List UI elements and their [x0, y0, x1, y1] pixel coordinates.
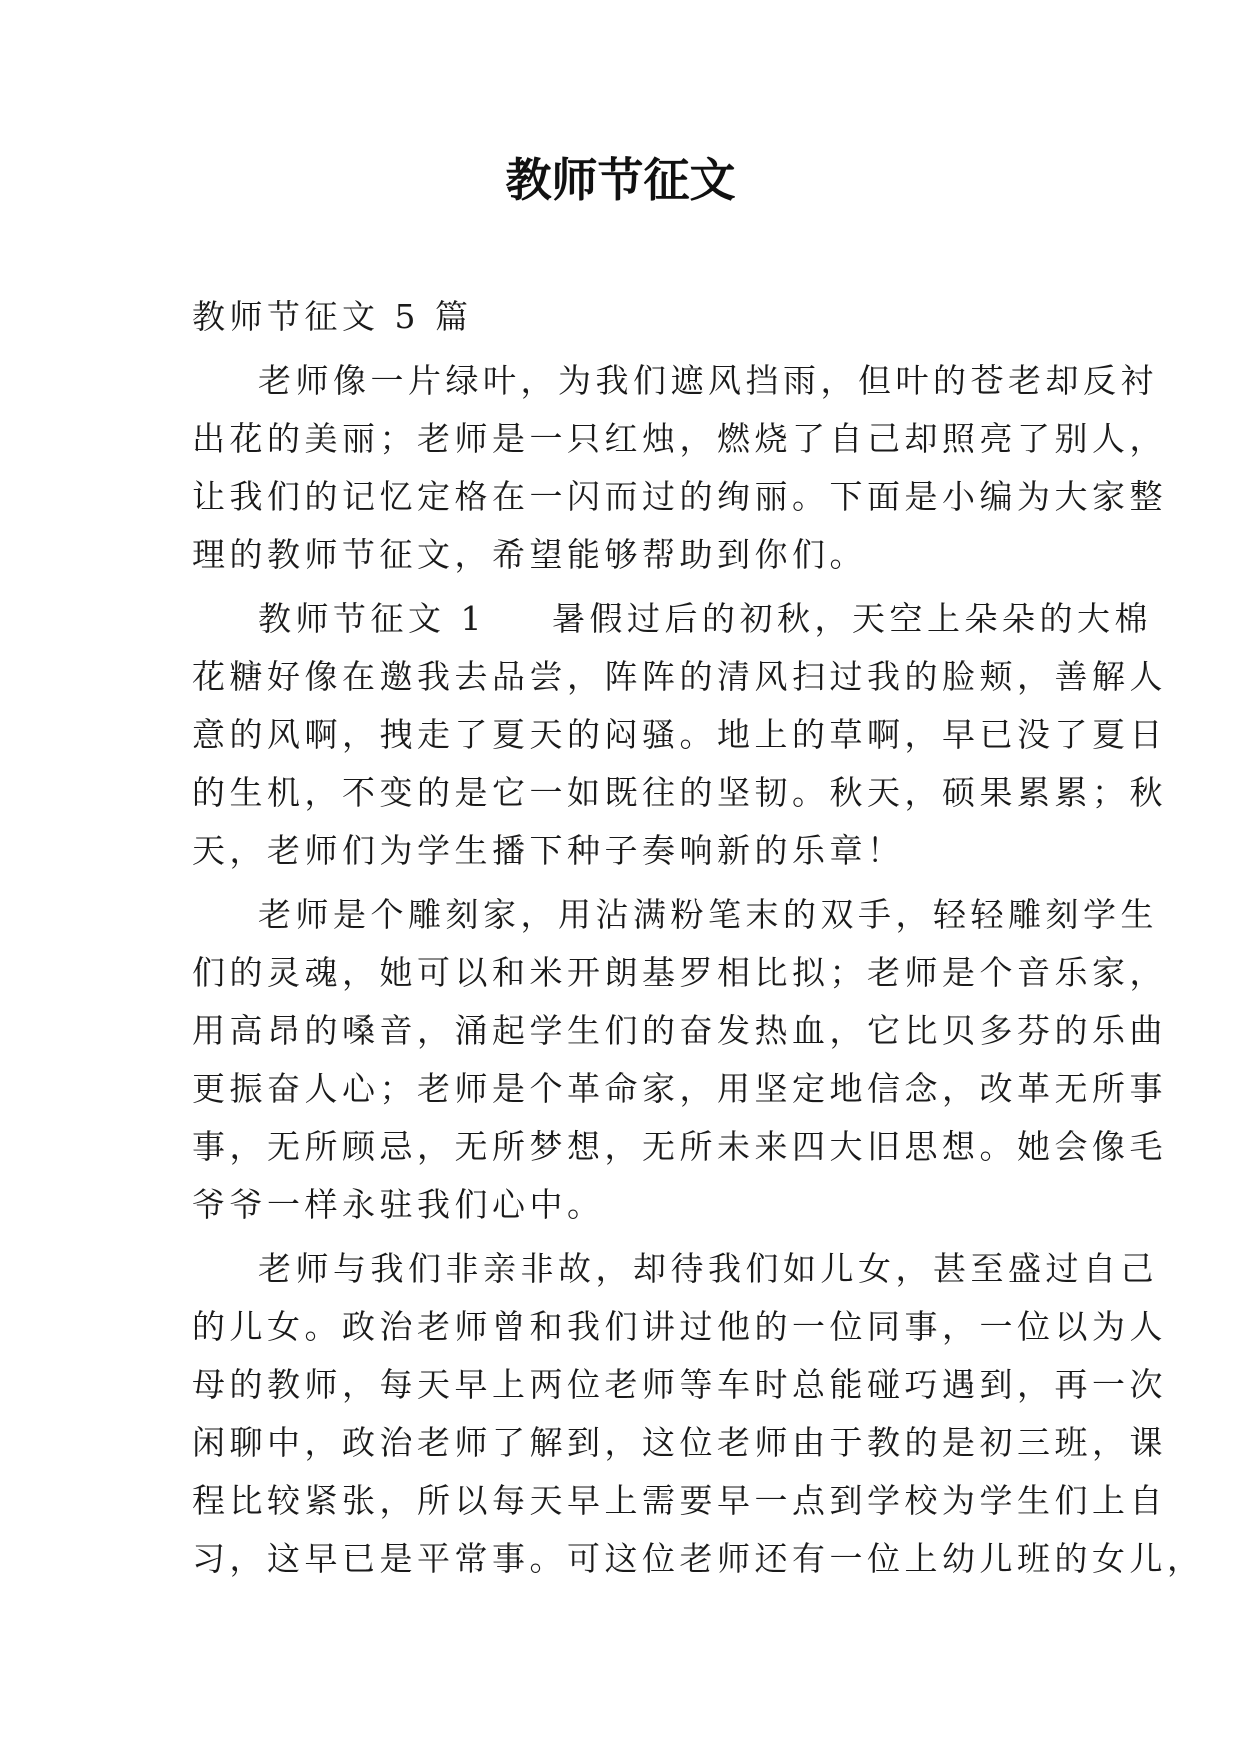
paragraph-4-line: 闲聊中，政治老师了解到，这位老师由于教的是初三班，课	[192, 1423, 1167, 1462]
paragraph-4-line: 母的教师，每天早上两位老师等车时总能碰巧遇到，再一次	[192, 1365, 1167, 1404]
paragraph-2-line: 花糖好像在邀我去品尝，阵阵的清风扫过我的脸颊，善解人	[192, 657, 1167, 696]
paragraph-1-line: 理的教师节征文，希望能够帮助到你们。	[192, 535, 867, 574]
section-heading-1: 教师节征文 1	[258, 599, 486, 638]
paragraph-3-line: 爷爷一样永驻我们心中。	[192, 1185, 605, 1224]
paragraph-2-line: 的生机，不变的是它一如既往的坚韧。秋天，硕果累累；秋	[192, 773, 1167, 812]
paragraph-3-line: 更振奋人心；老师是个革命家，用坚定地信念，改革无所事	[192, 1069, 1167, 1108]
paragraph-3-line: 用高昂的嗓音，涌起学生们的奋发热血，它比贝多芬的乐曲	[192, 1011, 1167, 1050]
document-title: 教师节征文	[505, 153, 736, 207]
paragraph-2-line: 暑假过后的初秋，天空上朵朵的大棉	[552, 599, 1152, 638]
paragraph-1-line: 让我们的记忆定格在一闪而过的绚丽。下面是小编为大家整	[192, 477, 1167, 516]
paragraph-4-line: 习，这早已是平常事。可这位老师还有一位上幼儿班的女儿，	[192, 1539, 1205, 1578]
paragraph-1-line: 老师像一片绿叶，为我们遮风挡雨，但叶的苍老却反衬	[258, 361, 1158, 400]
paragraph-3-line: 们的灵魂，她可以和米开朗基罗相比拟；老师是个音乐家，	[192, 953, 1167, 992]
paragraph-4-line: 老师与我们非亲非故，却待我们如儿女，甚至盛过自己	[258, 1249, 1158, 1288]
paragraph-2-first-line	[192, 590, 1152, 648]
document-subtitle: 教师节征文 5 篇	[192, 297, 473, 336]
paragraph-2-line: 天，老师们为学生播下种子奏响新的乐章！	[192, 831, 905, 870]
paragraph-4-line: 程比较紧张，所以每天早上需要早一点到学校为学生们上自	[192, 1481, 1167, 1520]
paragraph-1-line: 出花的美丽；老师是一只红烛，燃烧了自己却照亮了别人，	[192, 419, 1167, 458]
paragraph-4-line: 的儿女。政治老师曾和我们讲过他的一位同事，一位以为人	[192, 1307, 1167, 1346]
paragraph-2-line: 意的风啊，拽走了夏天的闷骚。地上的草啊，早已没了夏日	[192, 715, 1167, 754]
paragraph-3-line: 老师是个雕刻家，用沾满粉笔末的双手，轻轻雕刻学生	[258, 895, 1158, 934]
paragraph-3-line: 事，无所顾忌，无所梦想，无所未来四大旧思想。她会像毛	[192, 1127, 1167, 1166]
document-body	[192, 288, 1205, 1588]
